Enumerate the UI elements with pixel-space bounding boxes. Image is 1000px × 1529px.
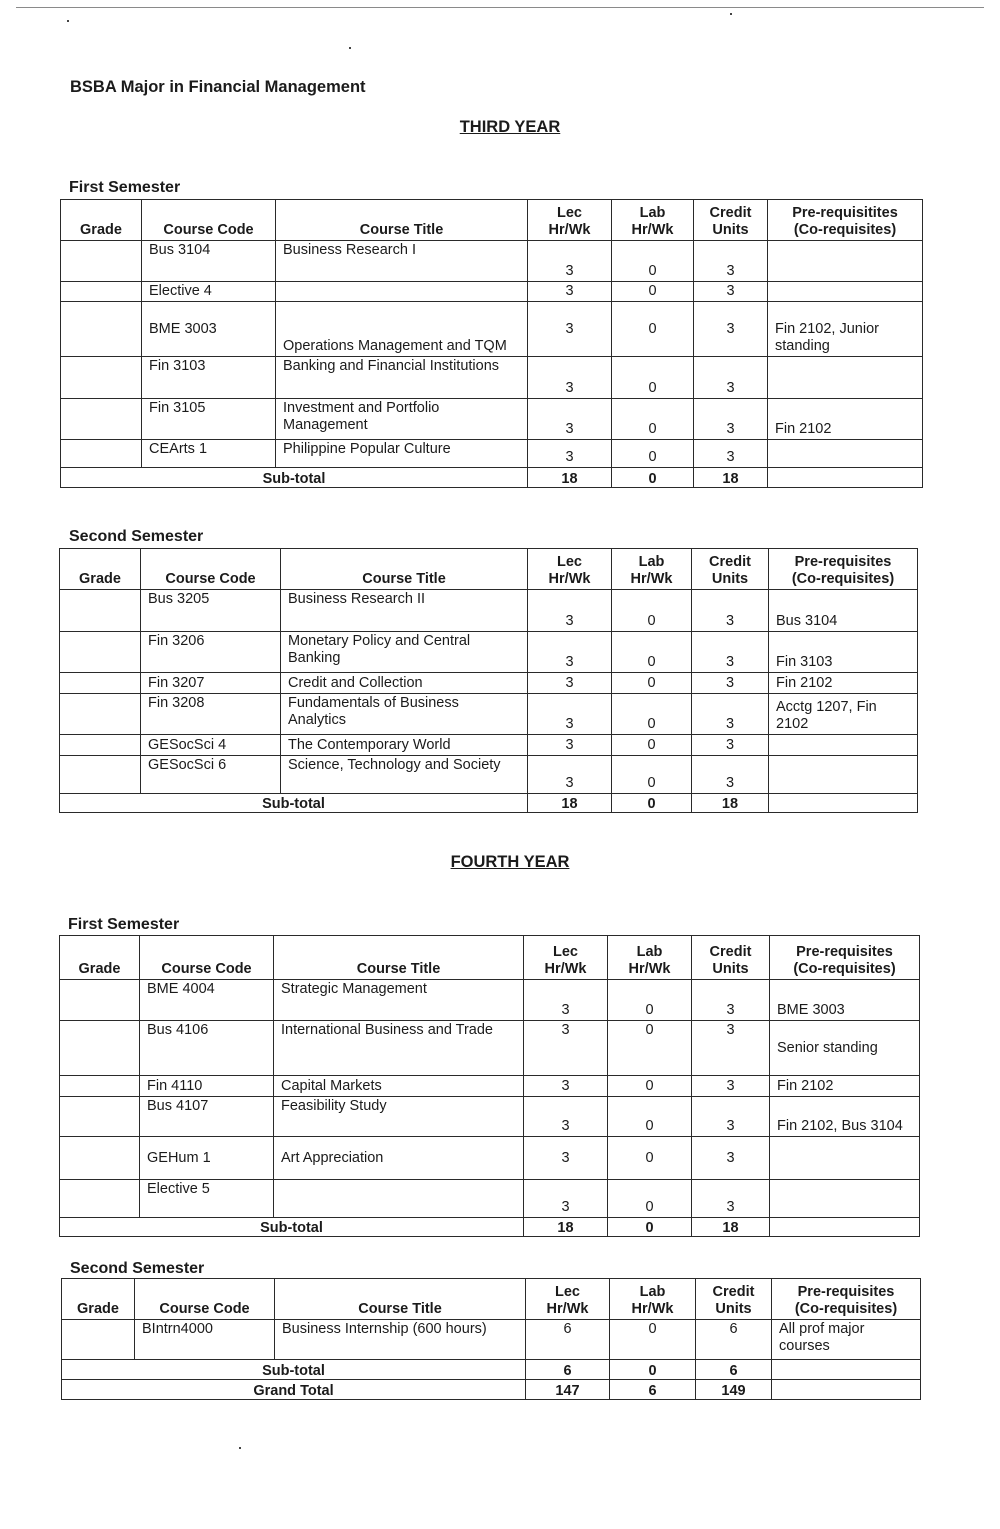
- course-code: Elective 4: [142, 282, 276, 302]
- grand-total-label: Grand Total: [62, 1380, 526, 1400]
- lec-hours: 3: [528, 590, 612, 632]
- course-code: Bus 3104: [142, 241, 276, 282]
- course-title: Fundamentals of Business Analytics: [281, 694, 528, 735]
- table-row: [61, 241, 923, 282]
- subtotal-row: [60, 1218, 920, 1237]
- subtotal-row: [62, 1360, 921, 1380]
- lec-hours: 3: [524, 980, 608, 1021]
- prerequisites: Fin 2102: [769, 673, 918, 694]
- scan-speck: [67, 20, 69, 22]
- grand-total-lec: 147: [526, 1380, 610, 1400]
- grade-cell: [60, 1097, 140, 1137]
- lab-hours: 0: [608, 1137, 692, 1180]
- lab-hours: 0: [612, 241, 694, 282]
- grade-cell: [60, 980, 140, 1021]
- grade-cell: [60, 694, 141, 735]
- lab-header: Lab Hr/Wk: [612, 549, 692, 590]
- subtotal-units: 18: [692, 1218, 770, 1237]
- subtotal-label: Sub-total: [61, 468, 528, 488]
- credit-units: 3: [692, 673, 769, 694]
- course-title: International Business and Trade: [274, 1021, 524, 1076]
- grand-total-prereq: [772, 1380, 921, 1400]
- third-year-first-semester-table: [60, 199, 923, 488]
- course-title: [274, 1180, 524, 1218]
- table-row: [60, 1137, 920, 1180]
- lec-hours: 3: [528, 440, 612, 468]
- table-row: [60, 1076, 920, 1097]
- subtotal-prereq: [769, 794, 918, 813]
- credit-units: 3: [692, 632, 769, 673]
- grade-header: Grade: [60, 936, 140, 980]
- scan-speck: [349, 47, 351, 49]
- grade-cell: [60, 632, 141, 673]
- course-title: Operations Management and TQM: [276, 302, 528, 357]
- lec-hours: 3: [528, 241, 612, 282]
- lab-header: Lab Hr/Wk: [608, 936, 692, 980]
- table-row: [61, 357, 923, 399]
- table-row: [60, 735, 918, 756]
- course-code: GEHum 1: [140, 1137, 274, 1180]
- subtotal-prereq: [768, 468, 923, 488]
- course-code-header: Course Code: [141, 549, 281, 590]
- prerequisites: [768, 241, 923, 282]
- grade-cell: [60, 590, 141, 632]
- grand-total-row: [62, 1380, 921, 1400]
- lab-hours: 0: [612, 399, 694, 440]
- subtotal-prereq: [772, 1360, 921, 1380]
- course-title: Credit and Collection: [281, 673, 528, 694]
- table-header-row: [62, 1279, 921, 1320]
- credit-units: 3: [692, 694, 769, 735]
- subtotal-lec: 6: [526, 1360, 610, 1380]
- subtotal-label: Sub-total: [60, 794, 528, 813]
- lab-hours: 0: [612, 590, 692, 632]
- credit-units: 3: [694, 302, 768, 357]
- course-title: Monetary Policy and Central Banking: [281, 632, 528, 673]
- scan-speck: [730, 13, 732, 15]
- table-row: [61, 302, 923, 357]
- lab-hours: 0: [612, 756, 692, 794]
- course-code: Bus 3205: [141, 590, 281, 632]
- lec-hours: 3: [524, 1097, 608, 1137]
- course-code: Fin 3208: [141, 694, 281, 735]
- subtotal-lec: 18: [528, 794, 612, 813]
- lec-hours: 3: [524, 1137, 608, 1180]
- lec-hours: 3: [528, 302, 612, 357]
- third-year-second-semester-label: Second Semester: [69, 528, 204, 545]
- lab-hours: 0: [612, 302, 694, 357]
- table-row: [61, 282, 923, 302]
- course-title-header: Course Title: [275, 1279, 526, 1320]
- table-row: [62, 1320, 921, 1360]
- credit-units: 3: [692, 735, 769, 756]
- course-title: Banking and Financial Institutions: [276, 357, 528, 399]
- grade-cell: [61, 357, 142, 399]
- credit-units: 3: [694, 440, 768, 468]
- prerequisites: [770, 1137, 920, 1180]
- table-header-row: [60, 549, 918, 590]
- prerequisites: Fin 2102, Bus 3104: [770, 1097, 920, 1137]
- credit-header: Credit Units: [696, 1279, 772, 1320]
- credit-header: Credit Units: [692, 936, 770, 980]
- lec-hours: 3: [528, 735, 612, 756]
- grade-cell: [60, 1180, 140, 1218]
- credit-units: 6: [696, 1320, 772, 1360]
- course-title-header: Course Title: [281, 549, 528, 590]
- grade-cell: [61, 282, 142, 302]
- fourth-year-heading: FOURTH YEAR: [450, 853, 570, 871]
- grand-total-units: 149: [696, 1380, 772, 1400]
- grade-cell: [61, 440, 142, 468]
- credit-units: 3: [694, 241, 768, 282]
- lab-hours: 0: [608, 1097, 692, 1137]
- third-year-first-semester-label: First Semester: [69, 179, 181, 196]
- table-row: [60, 590, 918, 632]
- credit-units: 3: [692, 1180, 770, 1218]
- lec-hours: 3: [528, 694, 612, 735]
- course-code: BME 3003: [142, 302, 276, 357]
- course-title: Business Research I: [276, 241, 528, 282]
- credit-header: Credit Units: [692, 549, 769, 590]
- course-code: BME 4004: [140, 980, 274, 1021]
- course-title: Strategic Management: [274, 980, 524, 1021]
- subtotal-lab: 0: [612, 794, 692, 813]
- lab-hours: 0: [612, 282, 694, 302]
- course-title: Business Research II: [281, 590, 528, 632]
- scan-top-border: [16, 7, 984, 8]
- lec-header: Lec Hr/Wk: [526, 1279, 610, 1320]
- course-code: Bus 4107: [140, 1097, 274, 1137]
- prerequisites: Bus 3104: [769, 590, 918, 632]
- lab-hours: 0: [612, 694, 692, 735]
- lab-hours: 0: [608, 980, 692, 1021]
- lab-hours: 0: [612, 357, 694, 399]
- lab-hours: 0: [608, 1021, 692, 1076]
- credit-header: Credit Units: [694, 200, 768, 241]
- credit-units: 3: [692, 980, 770, 1021]
- course-title: The Contemporary World: [281, 735, 528, 756]
- credit-units: 3: [692, 1137, 770, 1180]
- lec-hours: 3: [528, 632, 612, 673]
- table-row: [60, 756, 918, 794]
- course-code: Fin 4110: [140, 1076, 274, 1097]
- course-code: CEArts 1: [142, 440, 276, 468]
- table-row: [60, 632, 918, 673]
- course-title: Capital Markets: [274, 1076, 524, 1097]
- grade-cell: [60, 1076, 140, 1097]
- credit-units: 3: [694, 357, 768, 399]
- lec-hours: 3: [524, 1021, 608, 1076]
- grade-cell: [60, 673, 141, 694]
- prerequisites: Fin 2102: [768, 399, 923, 440]
- prerequisites: Senior standing: [770, 1021, 920, 1076]
- table-row: [60, 694, 918, 735]
- lab-header: Lab Hr/Wk: [612, 200, 694, 241]
- grade-cell: [60, 1021, 140, 1076]
- grade-cell: [61, 241, 142, 282]
- course-title-header: Course Title: [276, 200, 528, 241]
- prerequisites: [768, 282, 923, 302]
- subtotal-row: [60, 794, 918, 813]
- lab-hours: 0: [612, 440, 694, 468]
- grade-header: Grade: [62, 1279, 135, 1320]
- lec-hours: 3: [528, 756, 612, 794]
- grade-cell: [62, 1320, 135, 1360]
- grade-cell: [60, 1137, 140, 1180]
- course-title: Philippine Popular Culture: [276, 440, 528, 468]
- prerequisites: [769, 735, 918, 756]
- lab-hours: 0: [612, 673, 692, 694]
- credit-units: 3: [692, 1097, 770, 1137]
- course-code: GESocSci 6: [141, 756, 281, 794]
- prerequisites: All prof major courses: [772, 1320, 921, 1360]
- prerequisites: [770, 1180, 920, 1218]
- table-row: [60, 1097, 920, 1137]
- course-code: Fin 3207: [141, 673, 281, 694]
- lab-hours: 0: [608, 1076, 692, 1097]
- grand-total-lab: 6: [610, 1380, 696, 1400]
- subtotal-label: Sub-total: [62, 1360, 526, 1380]
- lec-header: Lec Hr/Wk: [524, 936, 608, 980]
- fourth-year-second-semester-table: [61, 1278, 921, 1400]
- credit-units: 3: [692, 1076, 770, 1097]
- course-code: Bus 4106: [140, 1021, 274, 1076]
- subtotal-lec: 18: [524, 1218, 608, 1237]
- prerequisites: Fin 2102: [770, 1076, 920, 1097]
- lab-hours: 0: [612, 735, 692, 756]
- lec-hours: 3: [524, 1076, 608, 1097]
- table-row: [60, 673, 918, 694]
- fourth-year-second-semester-label: Second Semester: [70, 1260, 205, 1277]
- fourth-year-first-semester-table: [59, 935, 920, 1237]
- grade-cell: [61, 399, 142, 440]
- lec-hours: 3: [528, 673, 612, 694]
- table-row: [60, 980, 920, 1021]
- grade-cell: [60, 756, 141, 794]
- lec-header: Lec Hr/Wk: [528, 549, 612, 590]
- document-title: BSBA Major in Financial Management: [70, 78, 366, 96]
- subtotal-label: Sub-total: [60, 1218, 524, 1237]
- table-row: [60, 1180, 920, 1218]
- grade-header: Grade: [61, 200, 142, 241]
- lab-header: Lab Hr/Wk: [610, 1279, 696, 1320]
- subtotal-lec: 18: [528, 468, 612, 488]
- third-year-second-semester-table: [59, 548, 918, 813]
- lab-hours: 0: [608, 1180, 692, 1218]
- course-code: GESocSci 4: [141, 735, 281, 756]
- prerequisites: [769, 756, 918, 794]
- course-title: Science, Technology and Society: [281, 756, 528, 794]
- prereq-header: Pre-requisitites (Co-requisites): [768, 200, 923, 241]
- subtotal-units: 6: [696, 1360, 772, 1380]
- table-header-row: [61, 200, 923, 241]
- table-row: [60, 1021, 920, 1076]
- course-code: BIntrn4000: [135, 1320, 275, 1360]
- course-code: Fin 3105: [142, 399, 276, 440]
- course-title: Business Internship (600 hours): [275, 1320, 526, 1360]
- course-code: Fin 3103: [142, 357, 276, 399]
- lab-hours: 0: [612, 632, 692, 673]
- course-code-header: Course Code: [142, 200, 276, 241]
- prerequisites: Acctg 1207, Fin 2102: [769, 694, 918, 735]
- grade-cell: [60, 735, 141, 756]
- course-code: Elective 5: [140, 1180, 274, 1218]
- course-code: Fin 3206: [141, 632, 281, 673]
- prerequisites: [768, 440, 923, 468]
- lec-hours: 3: [528, 357, 612, 399]
- lab-hours: 0: [610, 1320, 696, 1360]
- subtotal-prereq: [770, 1218, 920, 1237]
- credit-units: 3: [692, 756, 769, 794]
- credit-units: 3: [692, 590, 769, 632]
- course-title: Investment and Portfolio Management: [276, 399, 528, 440]
- course-title-header: Course Title: [274, 936, 524, 980]
- lec-hours: 3: [528, 282, 612, 302]
- table-header-row: [60, 936, 920, 980]
- subtotal-row: [61, 468, 923, 488]
- subtotal-lab: 0: [610, 1360, 696, 1380]
- credit-units: 3: [694, 399, 768, 440]
- prereq-header: Pre-requisites (Co-requisites): [772, 1279, 921, 1320]
- course-title: Art Appreciation: [274, 1137, 524, 1180]
- fourth-year-first-semester-label: First Semester: [68, 916, 180, 933]
- course-code-header: Course Code: [140, 936, 274, 980]
- grade-cell: [61, 302, 142, 357]
- prereq-header: Pre-requisites (Co-requisites): [769, 549, 918, 590]
- credit-units: 3: [694, 282, 768, 302]
- prerequisites: Fin 3103: [769, 632, 918, 673]
- third-year-heading: THIRD YEAR: [459, 118, 561, 136]
- subtotal-units: 18: [694, 468, 768, 488]
- subtotal-lab: 0: [612, 468, 694, 488]
- course-title: [276, 282, 528, 302]
- lec-hours: 6: [526, 1320, 610, 1360]
- table-row: [61, 399, 923, 440]
- table-row: [61, 440, 923, 468]
- course-code-header: Course Code: [135, 1279, 275, 1320]
- scan-speck: [239, 1447, 241, 1449]
- lec-hours: 3: [524, 1180, 608, 1218]
- credit-units: 3: [692, 1021, 770, 1076]
- subtotal-units: 18: [692, 794, 769, 813]
- course-title: Feasibility Study: [274, 1097, 524, 1137]
- subtotal-lab: 0: [608, 1218, 692, 1237]
- prerequisites: BME 3003: [770, 980, 920, 1021]
- lec-hours: 3: [528, 399, 612, 440]
- prereq-header: Pre-requisites (Co-requisites): [770, 936, 920, 980]
- grade-header: Grade: [60, 549, 141, 590]
- prerequisites: Fin 2102, Junior standing: [768, 302, 923, 357]
- prerequisites: [768, 357, 923, 399]
- lec-header: Lec Hr/Wk: [528, 200, 612, 241]
